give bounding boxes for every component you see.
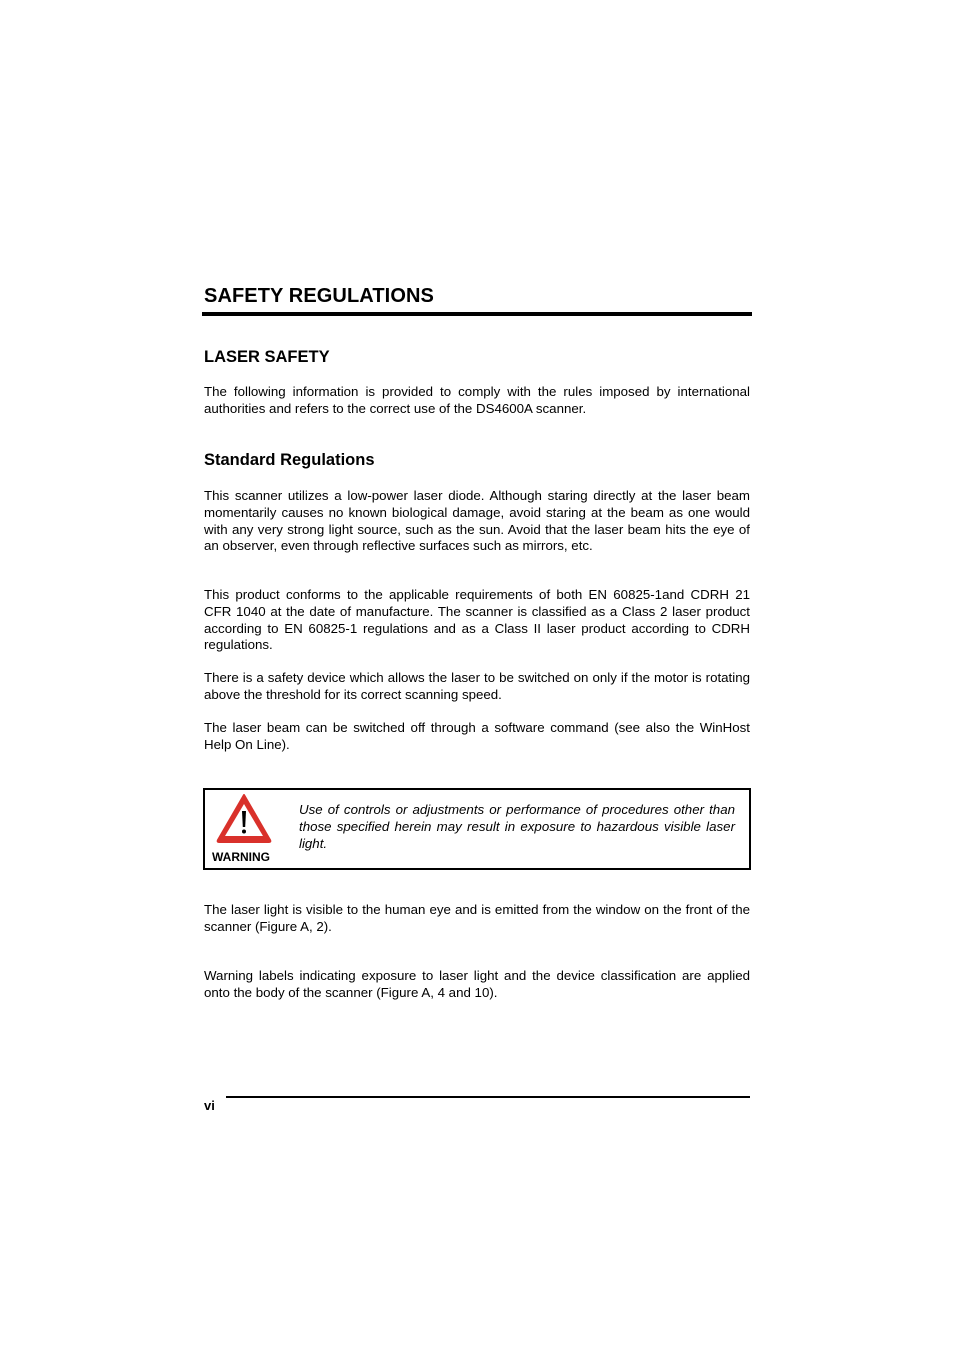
warning-text: Use of controls or adjustments or performance of procedures other than those specified herein may result in exposure to hazardous visible laser light. <box>299 802 735 851</box>
body-paragraph: Warning labels indicating exposure to laser light and the device classification are applied onto the body of the scanner (Figure A, 4 and 10). <box>204 968 750 1000</box>
body-paragraph: There is a safety device which allows the laser to be switched on only if the motor is rotating above the threshold for its correct scanning speed. <box>204 670 750 702</box>
warning-label: WARNING <box>212 850 270 864</box>
body-paragraph: The laser beam can be switched off through a software command (see also the WinHost Help On Line). <box>204 720 750 752</box>
warning-triangle-icon <box>215 792 273 844</box>
page-number: vi <box>204 1098 215 1113</box>
section-heading-laser-safety: LASER SAFETY <box>204 348 330 366</box>
footer-divider <box>226 1096 750 1098</box>
warning-callout <box>203 788 751 870</box>
body-paragraph: The laser light is visible to the human eye and is emitted from the window on the front of the scanner (Figure A, 2). <box>204 902 750 934</box>
body-paragraph: This product conforms to the applicable requirements of both EN 60825-1and CDRH 21 CFR 1040 at the date of manufacture. The scanner is classified as a Class 2 laser product according to EN 60825-1 regulations and as a Class II laser product according to CDRH regulations. <box>204 587 750 653</box>
body-paragraph: This scanner utilizes a low-power laser diode. Although staring directly at the laser beam momentarily causes no known biological damage, avoid staring at the beam as one would with any very strong light source, such as the sun. Avoid that the laser beam hits the eye of an observer, even through reflective surfaces such as mirrors, etc. <box>204 488 750 554</box>
page-title: SAFETY REGULATIONS <box>204 285 434 307</box>
subsection-heading-standard-regulations: Standard Regulations <box>204 451 375 469</box>
title-divider <box>202 312 752 316</box>
intro-paragraph: The following information is provided to comply with the rules imposed by international authorities and refers to the correct use of the DS4600A scanner. <box>204 384 750 416</box>
